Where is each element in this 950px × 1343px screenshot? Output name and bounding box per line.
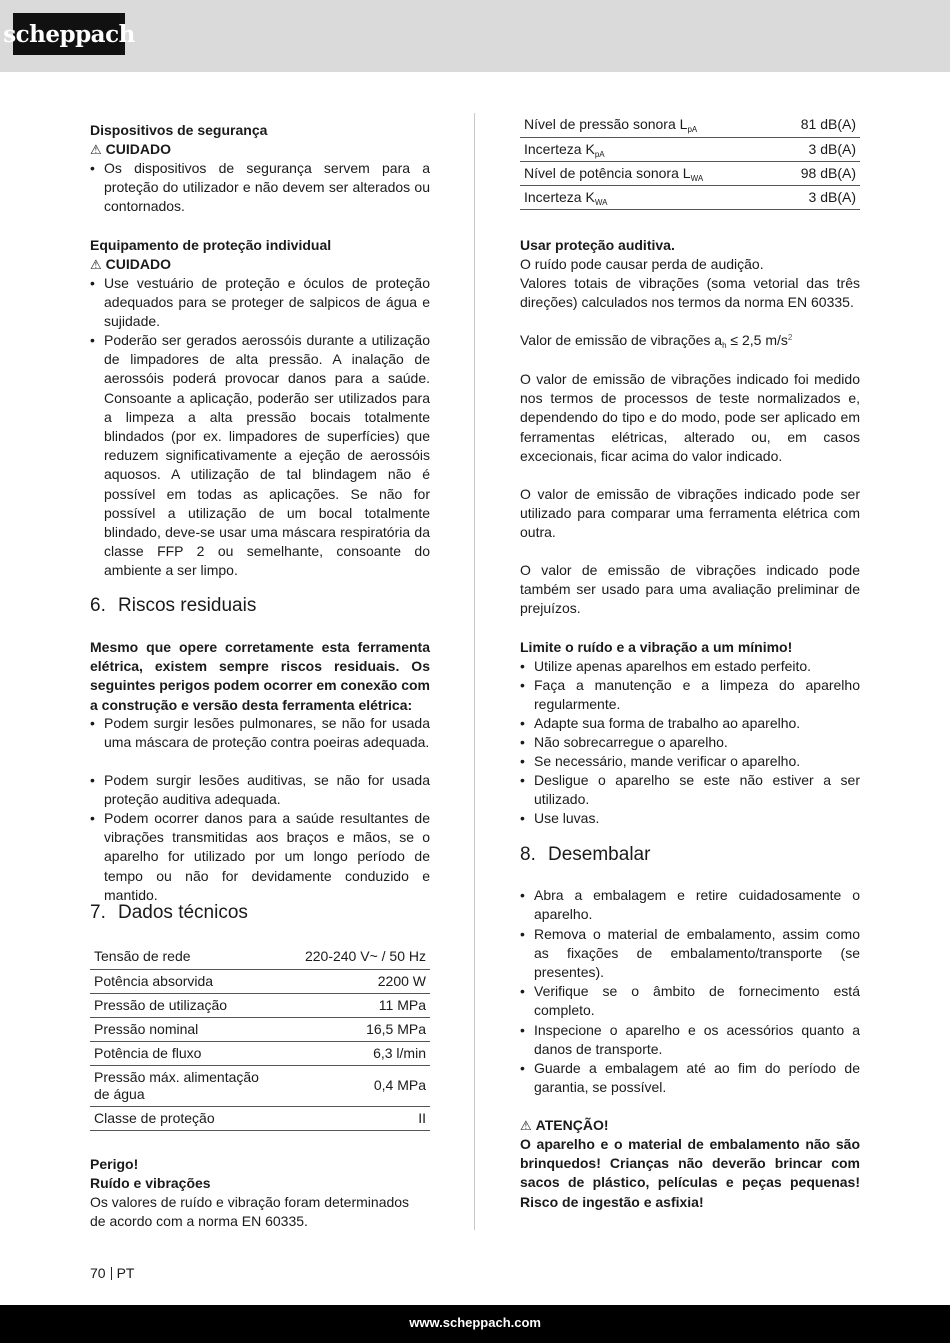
safety-devices-heading: Dispositivos de segurança [90, 122, 268, 138]
header-bar [0, 0, 950, 72]
attention-notice: ⚠ ATENÇÃO! [520, 1116, 609, 1135]
table-cell-value: 16,5 MPa [278, 1017, 430, 1041]
table-cell-label: Incerteza $K_{WA}$ [520, 185, 774, 209]
unpack-bullet-5: • Guarde a embalagem até ao fim do período de garantia, se possível. [520, 1059, 860, 1097]
unpack-bullet-4: • Inspecione o aparelho e os acessórios quanto a danos de transporte. [520, 1021, 860, 1059]
column-divider [474, 113, 475, 1230]
ppe-bullet-1: • Use vestuário de proteção e óculos de proteção adequados para se proteger de salpicos de água e sujidade. [90, 274, 430, 332]
table-row [90, 945, 430, 969]
table-cell-label: Tensão de rede [90, 945, 278, 969]
warning-triangle-icon: ⚠ [520, 1118, 532, 1133]
table-cell-label: Incerteza $K_{pA}$ [520, 137, 774, 161]
table-row [90, 1017, 430, 1041]
section-6-heading: 6. Riscos residuais [90, 595, 257, 616]
sound-data-table [520, 113, 860, 210]
table-row [520, 185, 860, 209]
table-cell-label: Potência absorvida [90, 969, 278, 993]
limit-bullet-6: • Desligue o aparelho se este não estiver a ser utilizado. [520, 771, 860, 809]
limit-bullet-3: • Adapte sua forma de trabalho ao aparelho. [520, 714, 860, 733]
limit-bullet-7: • Use luvas. [520, 809, 860, 828]
limit-bullet-5: • Se necessário, mande verificar o aparelho. [520, 752, 860, 771]
table-cell-value: 2200 W [278, 969, 430, 993]
table-cell-label: Pressão de utilização [90, 993, 278, 1017]
technical-data-table [90, 945, 430, 1131]
page-number: 70 PT [90, 1265, 135, 1281]
table-row [90, 1041, 430, 1065]
warning-triangle-icon: ⚠ [90, 142, 102, 157]
website-url: www.scheppach.com [409, 1315, 541, 1330]
vibration-total-text: Valores totais de vibrações (soma vetorial das três direções) calculados nos termos da norma EN 60335. [520, 275, 860, 311]
table-cell-label: Nível de pressão sonora $L_{pA}$ [520, 113, 774, 137]
caution-notice-2: ⚠ CUIDADO [90, 255, 171, 274]
danger-label: Perigo! [90, 1156, 139, 1172]
residual-bullet-2: • Podem surgir lesões auditivas, se não for usada proteção auditiva adequada. [90, 771, 430, 809]
hearing-protection-heading: Usar proteção auditiva. [520, 237, 675, 253]
vibration-paragraph-3: O valor de emissão de vibrações indicado pode também ser usado para uma avaliação preliminar de prejuízos. [520, 562, 860, 617]
table-cell-value: 6,3 l/min [278, 1041, 430, 1065]
table-cell-value: 3 dB(A) [774, 185, 860, 209]
table-row [90, 1106, 430, 1130]
safety-devices-bullet: • Os dispositivos de segurança servem para a proteção do utilizador e não devem ser alterados ou contornados. [90, 159, 430, 217]
table-cell-value: 81 dB(A) [774, 113, 860, 137]
table-row [90, 969, 430, 993]
page-separator [111, 1267, 112, 1280]
residual-risks-intro: Mesmo que opere corretamente esta ferramenta elétrica, existem sempre riscos residuais. Os seguintes perigos podem ocorrer em conexão com a construção e versão desta ferramenta elétrica: [90, 639, 430, 713]
vibration-paragraph-1: O valor de emissão de vibrações indicado foi medido nos termos de processos de teste normalizados e, dependendo do tipo e do modo, pode ser aplicado em ferramentas elétricas, alterado ou, em casos excecionais, ficar acima do valor indicado. [520, 371, 860, 464]
scheppach-logo: scheppach [13, 13, 125, 55]
table-row [90, 1065, 430, 1106]
table-cell-value: 98 dB(A) [774, 161, 860, 185]
hearing-protection-text: O ruído pode causar perda de audição. [520, 256, 764, 272]
footer-bar [0, 1305, 950, 1343]
limit-bullet-1: • Utilize apenas aparelhos em estado perfeito. [520, 657, 860, 676]
table-cell-value: 11 MPa [278, 993, 430, 1017]
noise-vibration-heading: Ruído e vibrações [90, 1175, 211, 1191]
table-cell-value: 3 dB(A) [774, 137, 860, 161]
table-cell-value: 220-240 V~ / 50 Hz [278, 945, 430, 969]
table-row [90, 993, 430, 1017]
limit-noise-heading: Limite o ruído e a vibração a um mínimo! [520, 639, 793, 655]
table-cell-label: Nível de potência sonora $L_{WA}$ [520, 161, 774, 185]
warning-triangle-icon: ⚠ [90, 257, 102, 272]
table-row [520, 113, 860, 137]
unpack-bullet-2: • Remova o material de embalamento, assim como as fixações de embalamento/transporte (se presentes). [520, 925, 860, 983]
ppe-bullet-2: • Poderão ser gerados aerossóis durante a utilização de limpadores de alta pressão. A inalação de aerossóis poderá provocar danos para a saúde. Consoante a aplicação, poderão ser utilizados para a limpeza a alta pressão bocais totalmente blindados (por ex. limpadores de superfícies) que reduzem significativamente a ejeção de aerossóis aquosos. A utilização de tal blindagem não é possível em todas as aplicações. Se não for possível a utilização de um bocal totalmente blindado, deve-se usar uma máscara respiratória da classe FFP 2 ou semelhante, consoante do ambiente a ser limpo. [90, 331, 430, 581]
caution-notice-1: ⚠ CUIDADO [90, 140, 171, 159]
ppe-heading: Equipamento de proteção individual [90, 237, 332, 253]
limit-bullet-2: • Faça a manutenção e a limpeza do aparelho regularmente. [520, 676, 860, 714]
limit-bullet-4: • Não sobrecarregue o aparelho. [520, 733, 860, 752]
unpack-bullet-3: • Verifique se o âmbito de fornecimento está completo. [520, 982, 860, 1020]
table-row [520, 161, 860, 185]
table-cell-label: Pressão máx. alimentação de água [90, 1065, 278, 1106]
attention-text: O aparelho e o material de embalamento não são brinquedos! Crianças não deverão brincar com sacos de plástico, películas e peças pequenas! Risco de ingestão e asfixia! [520, 1136, 860, 1210]
residual-bullet-1: • Podem surgir lesões pulmonares, se não for usada uma máscara de proteção contra poeiras adequada. [90, 714, 430, 752]
table-cell-value: 0,4 MPa [278, 1065, 430, 1106]
table-cell-label: Pressão nominal [90, 1017, 278, 1041]
table-cell-label: Classe de proteção [90, 1106, 278, 1130]
vibration-emission-value: Valor de emissão de vibrações $a_h \le 2,5$ $m/s^2$ [520, 332, 793, 350]
section-7-heading: 7. Dados técnicos [90, 902, 248, 923]
unpack-bullet-1: • Abra a embalagem e retire cuidadosamente o aparelho. [520, 886, 860, 924]
table-cell-label: Potência de fluxo [90, 1041, 278, 1065]
table-row [520, 137, 860, 161]
section-8-heading: 8. Desembalar [520, 844, 651, 865]
noise-vibration-text: Os valores de ruído e vibração foram determinados de acordo com a norma EN 60335. [90, 1194, 410, 1230]
vibration-paragraph-2: O valor de emissão de vibrações indicado pode ser utilizado para comparar uma ferramenta elétrica com outra. [520, 486, 860, 541]
residual-bullet-3: • Podem ocorrer danos para a saúde resultantes de vibrações transmitidas aos braços e mãos, se o aparelho for utilizado por um longo período de tempo ou não for devidamente conduzido e mantido. [90, 809, 430, 905]
table-cell-value: II [278, 1106, 430, 1130]
